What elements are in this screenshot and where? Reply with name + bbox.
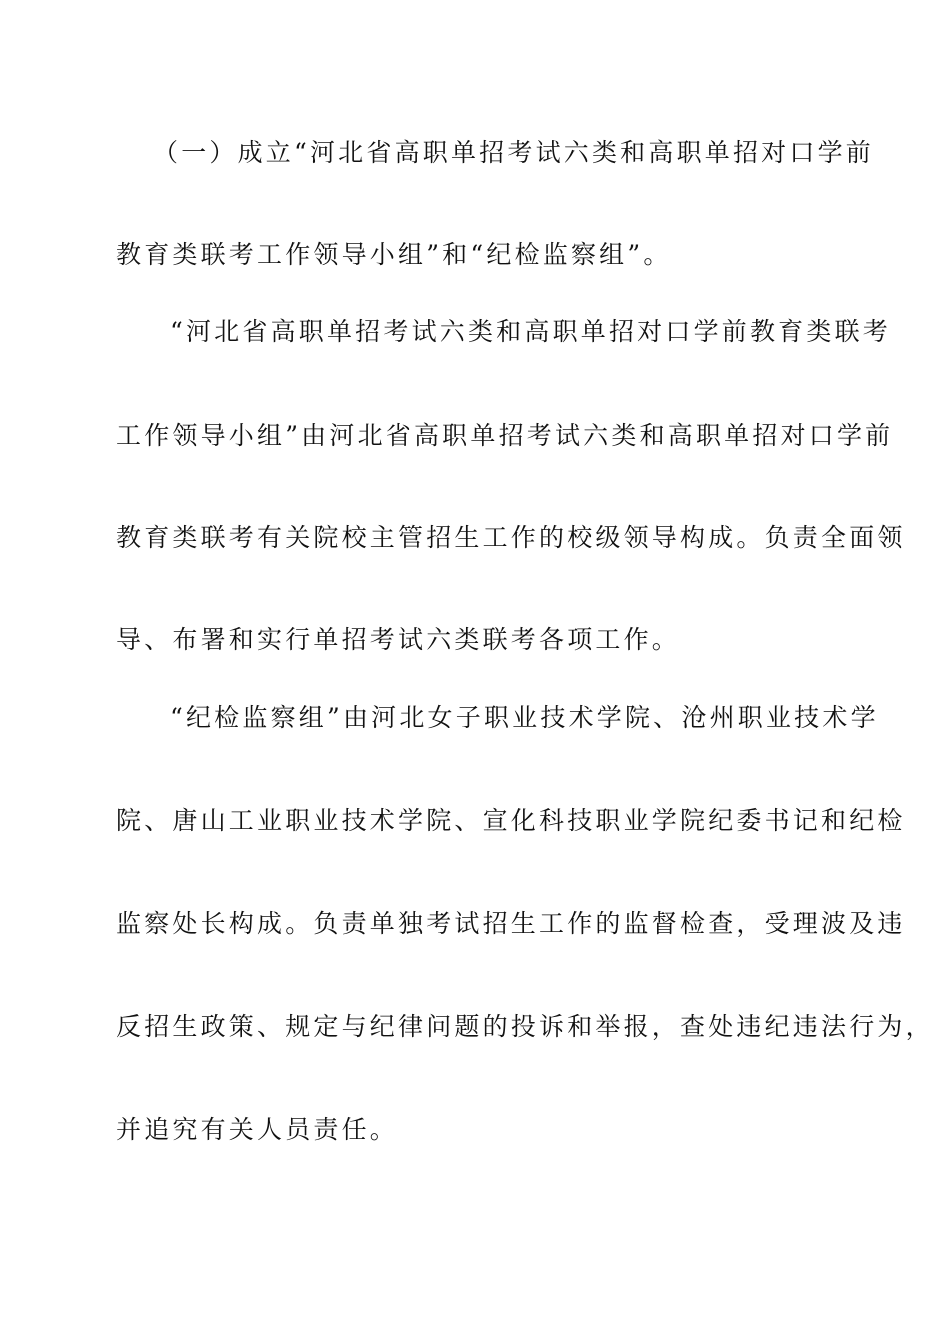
section-heading-line: （一）成立“河北省高职单招考试六类和高职单招对口学前 [153,138,874,167]
paragraph-1-line-3: 教育类联考有关院校主管招生工作的校级领导构成。负责全面领 [116,523,906,552]
paragraph-2-line-4: 反招生政策、规定与纪律问题的投诉和举报，查处违纪违法行为， [116,1012,934,1041]
paragraph-2-line-1: “纪检监察组”由河北女子职业技术学院、沧州职业技术学 [170,703,879,732]
paragraph-2-line-5: 并追究有关人员责任。 [116,1115,399,1144]
paragraph-1-line-4: 导、布署和实行单招考试六类联考各项工作。 [116,625,681,654]
paragraph-2-line-3: 监察处长构成。负责单独考试招生工作的监督检查，受理波及违 [116,909,906,938]
paragraph-1-line-1: “河北省高职单招考试六类和高职单招对口学前教育类联考 [170,317,891,346]
paragraph-1-line-2: 工作领导小组”由河北省高职单招考试六类和高职单招对口学前 [116,421,894,450]
section-heading-line-continued: 教育类联考工作领导小组”和“纪检监察组”。 [116,240,672,269]
paragraph-2-line-2: 院、唐山工业职业技术学院、宣化科技职业学院纪委书记和纪检 [116,806,906,835]
